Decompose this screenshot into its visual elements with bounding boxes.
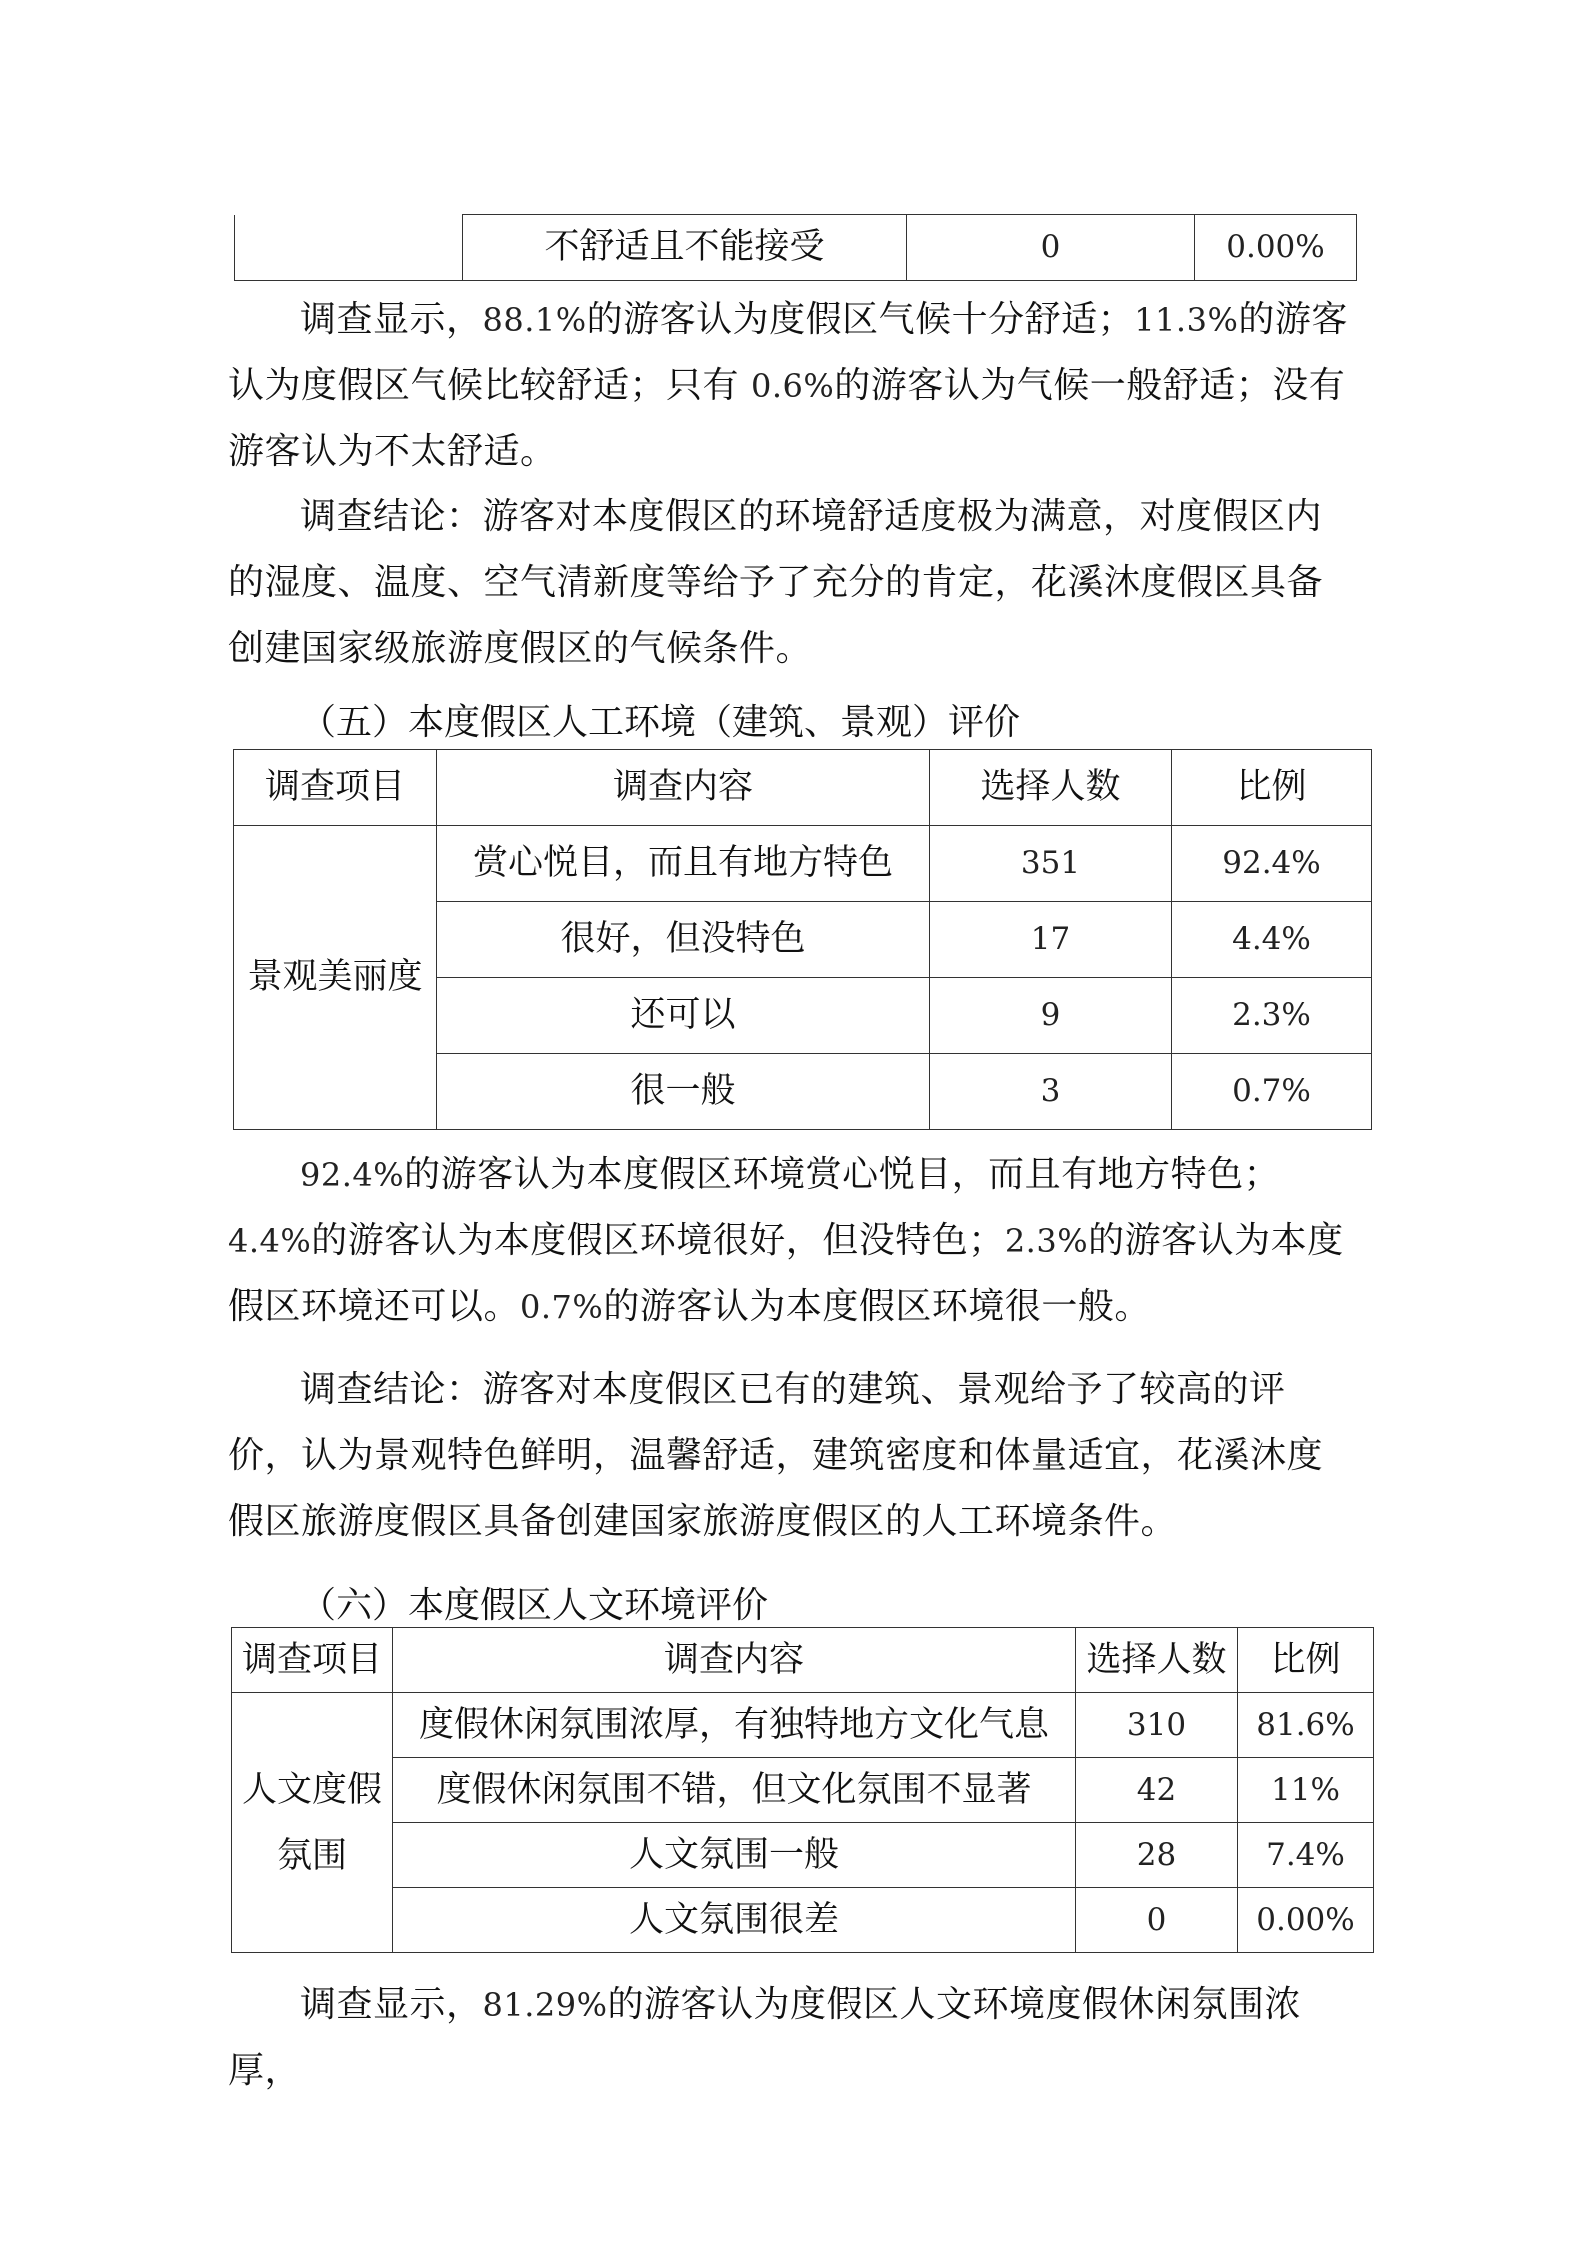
- table-row: [234, 826, 1372, 902]
- text: 的游客认为本度假区环境还可以。: [228, 1220, 1344, 1327]
- table-cell-content: 很好，但没特色: [437, 902, 930, 978]
- culture-table: [231, 1627, 1374, 1953]
- section-heading-6: （六）本度假区人文环境评价: [300, 1585, 769, 1626]
- header-count: 选择人数: [1076, 1628, 1238, 1693]
- text: 的游客认为本度假区环境赏心悦目，而且有地方特色；: [404, 1154, 1281, 1195]
- table-row: [232, 1888, 1374, 1953]
- header-item: 调查项目: [234, 750, 437, 826]
- table-cell-count: 42: [1076, 1758, 1238, 1823]
- table-cell-content: 人文氛围一般: [393, 1823, 1076, 1888]
- table-row: [232, 1693, 1374, 1758]
- header-count: 选择人数: [930, 750, 1172, 826]
- table-cell-ratio: 7.4%: [1238, 1823, 1374, 1888]
- landscape-table: [233, 749, 1372, 1130]
- table-cell-ratio: 2.3%: [1172, 978, 1372, 1054]
- table-cell-content: 度假休闲氛围浓厚，有独特地方文化气息: [393, 1693, 1076, 1758]
- table-row: [235, 215, 1357, 281]
- header-content: 调查内容: [393, 1628, 1076, 1693]
- table-cell-count: 310: [1076, 1693, 1238, 1758]
- number: 0.7%: [520, 1288, 604, 1326]
- text: 调查显示，: [300, 299, 483, 340]
- table-cell-content: 度假休闲氛围不错，但文化氛围不显著: [393, 1758, 1076, 1823]
- table-cell-content: 人文氛围很差: [393, 1888, 1076, 1953]
- number: 11.3%: [1134, 301, 1239, 339]
- text: 的游客认为气候一般舒适；没有游客认为不太舒适。: [228, 365, 1346, 472]
- table-cell-ratio: 0.00%: [1238, 1888, 1374, 1953]
- text: 的游客认为本度假区环境很一般。: [603, 1286, 1151, 1327]
- header-content: 调查内容: [437, 750, 930, 826]
- table-cell-ratio: 81.6%: [1238, 1693, 1374, 1758]
- text: 的游客认为度假区气候比较舒适；只有: [228, 299, 1348, 406]
- table-cell-ratio: 0.7%: [1172, 1054, 1372, 1130]
- number: 81.29%: [482, 1986, 608, 2024]
- table-cell-count: 17: [930, 902, 1172, 978]
- table-cell-content: 很一般: [437, 1054, 930, 1130]
- table-cell-count: 351: [930, 826, 1172, 902]
- climate-table-tail: [234, 214, 1357, 281]
- table-cell-ratio: 4.4%: [1172, 902, 1372, 978]
- table-cell-count: 0: [1076, 1888, 1238, 1953]
- table-cell-item: 人文度假氛围: [232, 1693, 393, 1953]
- table-cell-count: 0: [907, 215, 1195, 281]
- table-cell-content: 不舒适且不能接受: [463, 215, 907, 281]
- table-cell-item: 景观美丽度: [234, 826, 437, 1130]
- table-row: [232, 1758, 1374, 1823]
- table-cell-count: 3: [930, 1054, 1172, 1130]
- header-item: 调查项目: [232, 1628, 393, 1693]
- number: 0.6%: [750, 367, 835, 405]
- number: 88.1%: [482, 301, 587, 339]
- paragraph-landscape-result: [228, 1142, 1358, 1340]
- text: 的游客认为度假区气候十分舒适；: [586, 299, 1135, 340]
- paragraph-climate-conclusion: 调查结论：游客对本度假区的环境舒适度极为满意，对度假区内的湿度、温度、空气清新度等给予了充分的肯定，花溪沐度假区具备创建国家级旅游度假区的气候条件。: [228, 496, 1324, 669]
- table-header-row: [234, 750, 1372, 826]
- table-row: [232, 1823, 1374, 1888]
- number: 2.3%: [1004, 1222, 1089, 1260]
- table-cell-content: 还可以: [437, 978, 930, 1054]
- header-ratio: 比例: [1172, 750, 1372, 826]
- table-header-row: [232, 1628, 1374, 1693]
- text: 的游客认为本度假区环境很好，但没特色；: [311, 1220, 1005, 1261]
- table-cell-ratio: 92.4%: [1172, 826, 1372, 902]
- number: 4.4%: [228, 1222, 312, 1260]
- paragraph-landscape-conclusion: 调查结论：游客对本度假区已有的建筑、景观给予了较高的评价，认为景观特色鲜明，温馨舒适，建筑密度和体量适宜，花溪沐度假区旅游度假区具备创建国家旅游度假区的人工环境条件。: [228, 1369, 1324, 1542]
- table-cell-count: 9: [930, 978, 1172, 1054]
- text: 调查显示，: [300, 1984, 483, 2025]
- number: 92.4%: [300, 1156, 405, 1194]
- table-cell-ratio: 0.00%: [1195, 215, 1357, 281]
- table-cell-item: [235, 215, 463, 281]
- section-heading-5: （五）本度假区人工环境（建筑、景观）评价: [300, 702, 1021, 743]
- text: 的游客认为度假区人文环境度假休闲氛围浓厚，: [228, 1984, 1302, 2091]
- paragraph-culture-result: [228, 1972, 1358, 2104]
- table-cell-content: 赏心悦目，而且有地方特色: [437, 826, 930, 902]
- paragraph-climate-result: [228, 287, 1358, 485]
- header-ratio: 比例: [1238, 1628, 1374, 1693]
- table-cell-count: 28: [1076, 1823, 1238, 1888]
- table-cell-ratio: 11%: [1238, 1758, 1374, 1823]
